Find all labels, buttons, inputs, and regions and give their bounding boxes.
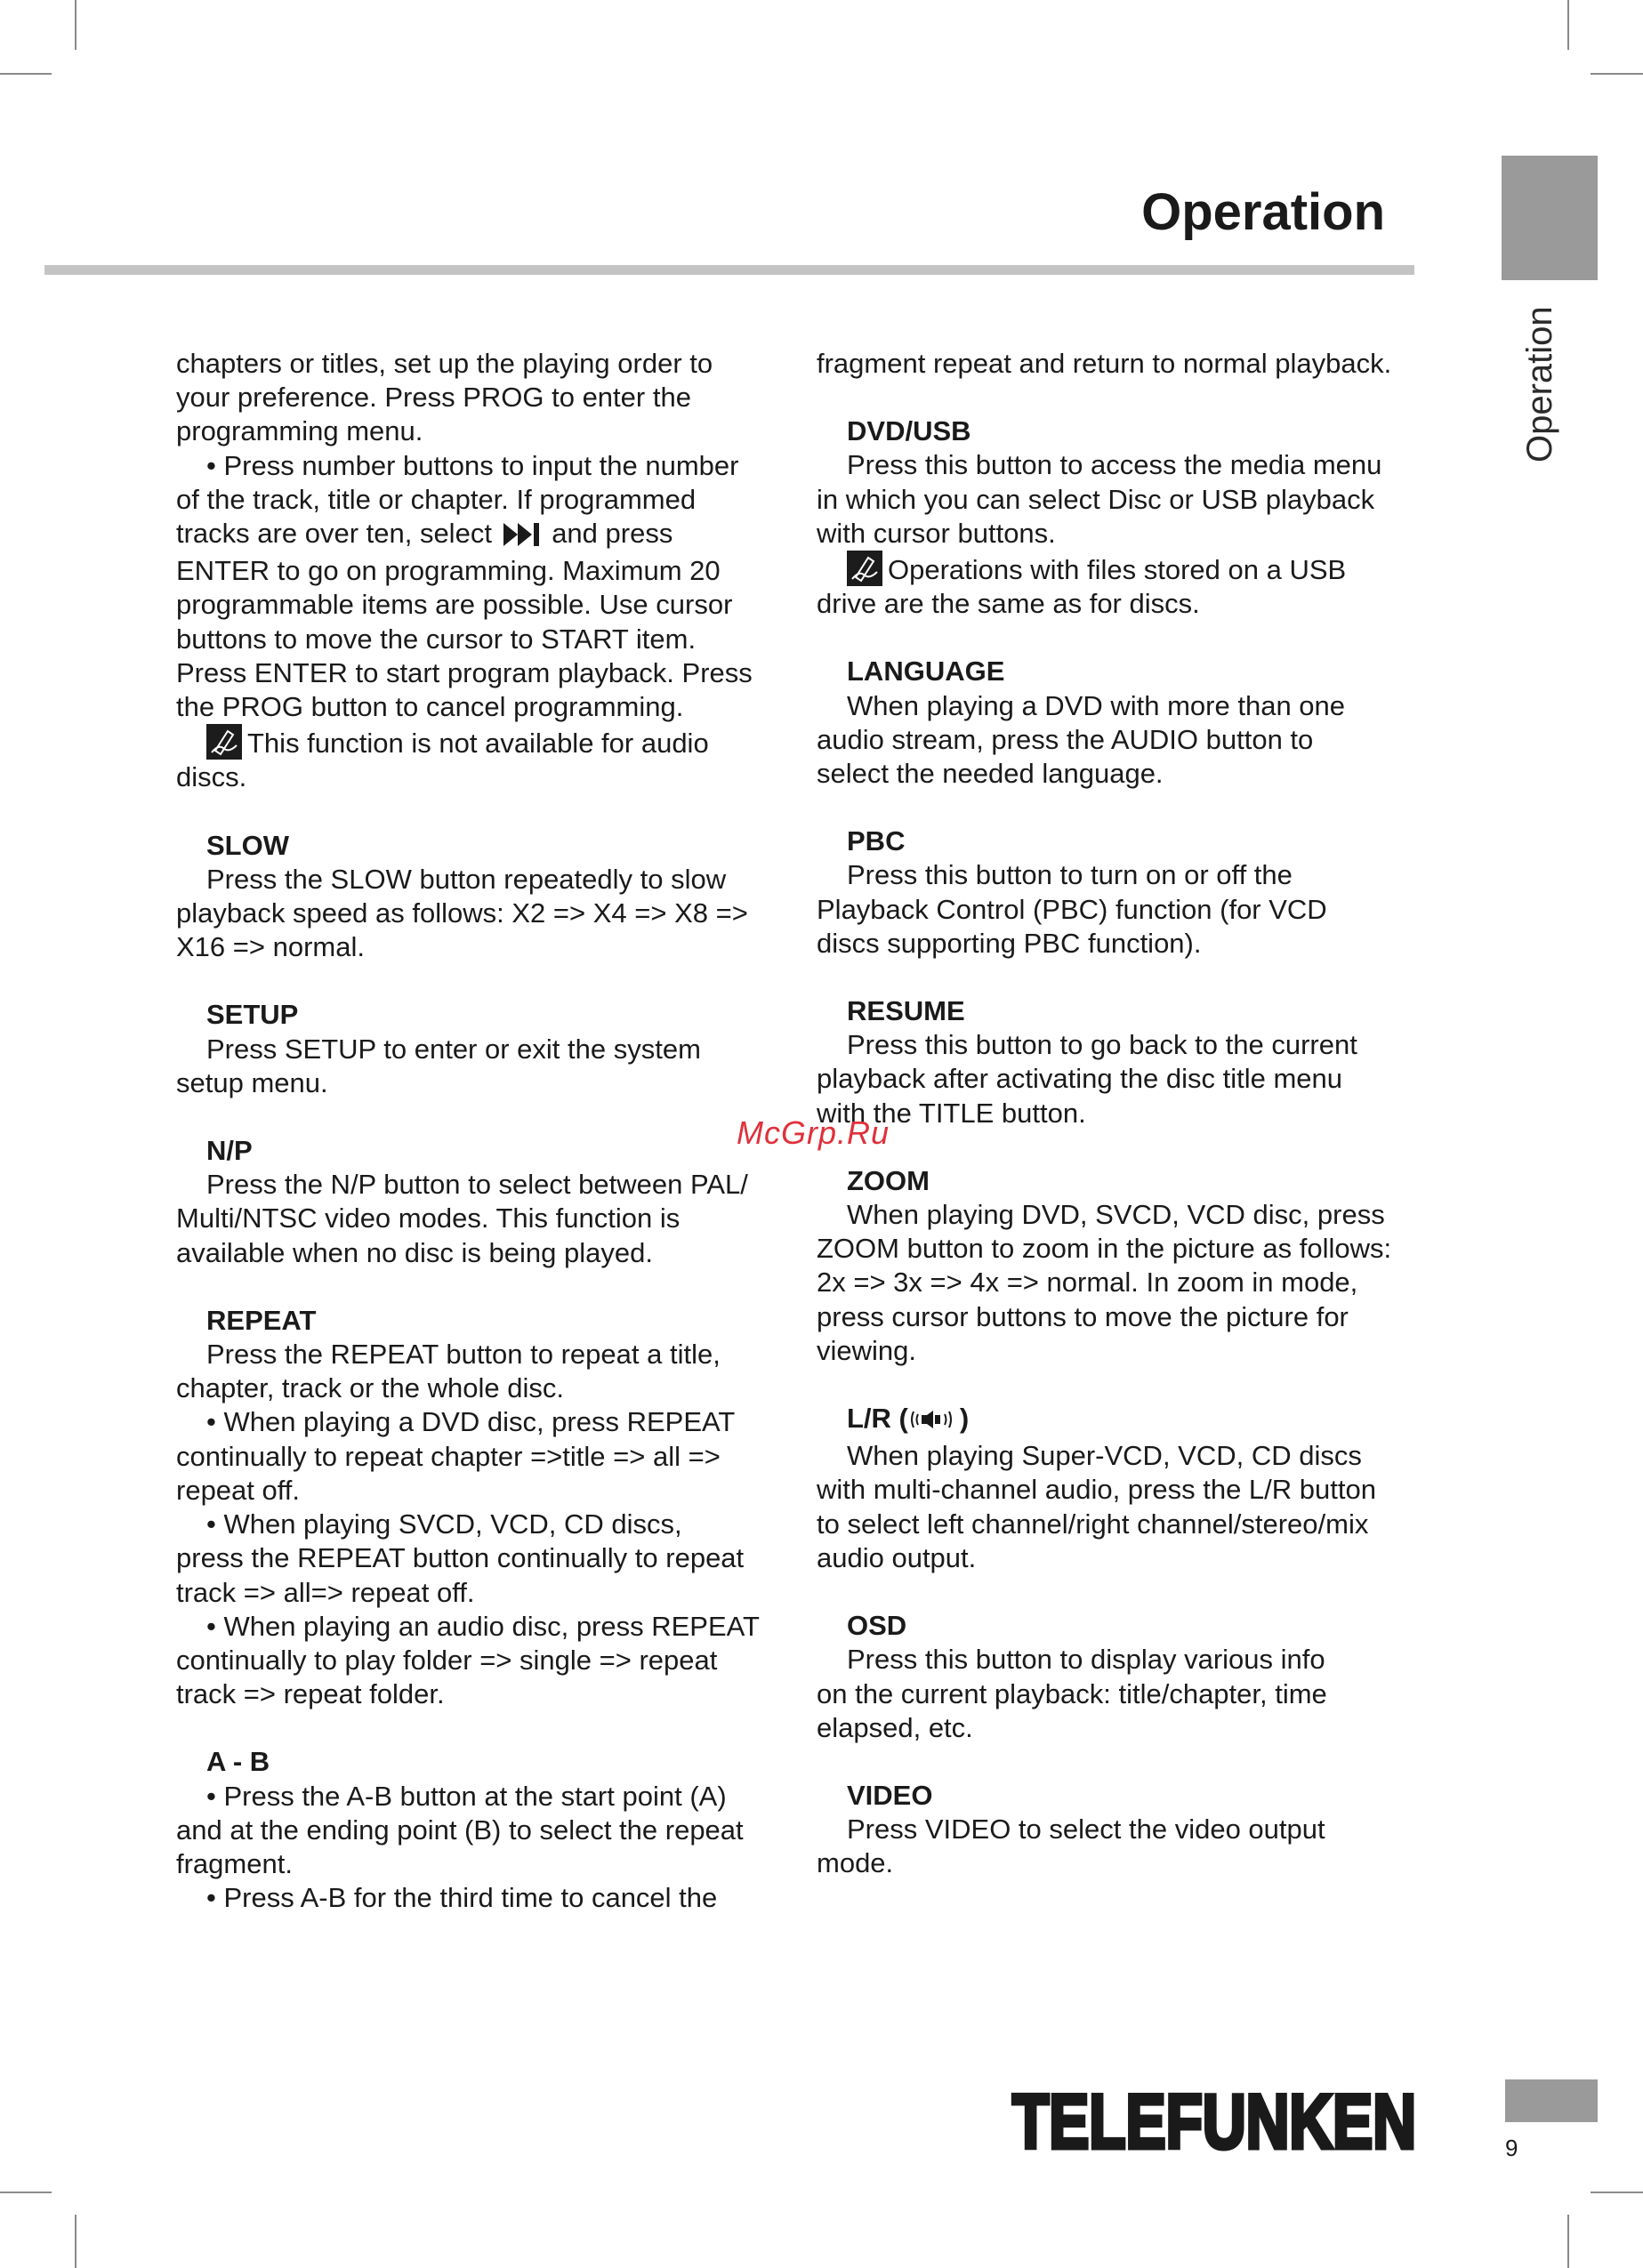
section-heading-resume: RESUME [847, 995, 965, 1027]
text-line: chapter, track or the whole disc. [176, 1372, 564, 1404]
section-heading-setup: SETUP [206, 999, 299, 1031]
text-line: ZOOM button to zoom in the picture as follows: [817, 1233, 1392, 1265]
bullet-item: • When playing a DVD disc, press REPEAT [206, 1406, 736, 1438]
text-line: audio stream, press the AUDIO button to [817, 723, 1314, 755]
side-section-label: Operation [1520, 306, 1559, 462]
section-heading-lr [817, 1402, 1422, 1439]
text-line: your preference. Press PROG to enter the [176, 382, 691, 414]
note-icon [847, 551, 882, 586]
text-line: Press ENTER to start program playback. Press [176, 656, 753, 688]
text-line: continually to repeat chapter =>title => all => [176, 1440, 721, 1472]
brand-name: TELEFUNKEN [1012, 2087, 1416, 2155]
crop-mark [75, 0, 77, 50]
text-fragment: tracks are over ten, select [176, 518, 492, 550]
text-line: Press this button to go back to the current [847, 1029, 1357, 1061]
text-line: Playback Control (PBC) function (for VCD [817, 893, 1327, 925]
text-line: buttons to move the cursor to START item. [176, 623, 697, 655]
text-line: programmable items are possible. Use cursor [176, 589, 733, 621]
bullet-item: • Press A-B for the third time to cancel the [206, 1882, 718, 1914]
text-line: of the track, title or chapter. If programmed [176, 483, 697, 515]
text-line: to select left channel/right channel/stereo/mix [817, 1508, 1369, 1540]
section-heading-slow: SLOW [206, 829, 289, 861]
note-text: This function is not available for audio [247, 728, 709, 760]
note-text: drive are the same as for discs. [817, 588, 1200, 620]
telefunken-logo [1010, 2087, 1419, 2159]
text-line: setup menu. [176, 1066, 328, 1098]
text-line [176, 517, 799, 554]
text-line: fragment. [176, 1847, 293, 1879]
text-line: X16 => normal. [176, 931, 365, 963]
heading-fragment: ) [959, 1403, 970, 1435]
text-line: press cursor buttons to move the picture for [817, 1300, 1349, 1332]
heading-fragment: L/R ( [847, 1403, 908, 1435]
text-line: When playing a DVD with more than one [847, 689, 1346, 721]
text-line: Press the SLOW button repeatedly to slow [206, 863, 727, 895]
text-line: 2x => 3x => 4x => normal. In zoom in mode, [817, 1267, 1358, 1299]
note-icon [206, 724, 242, 760]
note-text: Operations with files stored on a USB [888, 554, 1347, 586]
text-line: discs supporting PBC function). [817, 927, 1202, 959]
text-line: playback after activating the disc title menu [817, 1063, 1343, 1095]
section-tab [1502, 156, 1598, 280]
watermark: McGrp.Ru [737, 1114, 890, 1151]
text-line: Press the REPEAT button to repeat a title, [206, 1339, 721, 1371]
text-line: When playing Super-VCD, VCD, CD discs [847, 1440, 1362, 1472]
section-heading-pbc: PBC [847, 825, 906, 857]
text-line: Press VIDEO to select the video output [847, 1814, 1325, 1846]
text-line: chapters or titles, set up the playing order to [176, 348, 713, 379]
bullet-item: • Press the A-B button at the start point (A) [206, 1780, 727, 1812]
text-line: playback speed as follows: X2 => X4 => X8 => [176, 897, 748, 929]
bullet-item: • Press number buttons to input the number [206, 449, 739, 481]
text-line: with the TITLE button. [817, 1097, 1086, 1129]
text-line: repeat off. [176, 1474, 301, 1506]
text-line: continually to play folder => single => repeat [176, 1644, 718, 1676]
speaker-sound-icon [908, 1405, 960, 1439]
section-heading-osd: OSD [847, 1610, 907, 1642]
crop-mark [0, 73, 52, 75]
text-line: press the REPEAT button continually to repeat [176, 1542, 745, 1574]
crop-mark [1591, 2192, 1643, 2193]
text-line: available when no disc is being played. [176, 1236, 653, 1268]
left-column [176, 347, 799, 1915]
crop-mark [0, 2192, 52, 2193]
text-line: the PROG button to cancel programming. [176, 691, 684, 723]
crop-mark [1591, 73, 1643, 75]
section-heading-dvd-usb: DVD/USB [847, 415, 971, 447]
text-line: Press the N/P button to select between PAL/ [206, 1169, 748, 1201]
section-heading-language: LANGUAGE [847, 655, 1005, 688]
text-line: mode. [817, 1847, 894, 1879]
crop-mark [1567, 2215, 1569, 2268]
text-line: Multi/NTSC video modes. This function is [176, 1202, 681, 1235]
text-line: and at the ending point (B) to select the repeat [176, 1814, 744, 1846]
text-line: Press this button to display various info [847, 1644, 1325, 1676]
text-line: Press this button to access the media menu [847, 449, 1382, 481]
bullet-item: • When playing an audio disc, press REPEAT [206, 1610, 760, 1642]
section-heading-zoom: ZOOM [847, 1164, 930, 1196]
skip-next-icon [503, 520, 541, 554]
text-line: Press SETUP to enter or exit the system [206, 1033, 701, 1065]
page-title: Operation [1141, 183, 1385, 241]
text-line: elapsed, etc. [817, 1711, 973, 1743]
text-line: select the needed language. [817, 758, 1164, 790]
note-line [817, 551, 1422, 587]
text-line: track => all=> repeat off. [176, 1576, 475, 1608]
section-heading-np: N/P [206, 1135, 253, 1167]
title-divider [44, 265, 1414, 275]
text-line: audio output. [817, 1541, 977, 1573]
section-heading-video: VIDEO [847, 1779, 933, 1811]
text-line: programming menu. [176, 415, 423, 447]
right-column [817, 347, 1422, 1881]
text-fragment: and press [552, 518, 673, 550]
section-heading-repeat: REPEAT [206, 1304, 317, 1336]
page-number: 9 [1505, 2135, 1518, 2161]
bullet-item: • When playing SVCD, VCD, CD discs, [206, 1508, 682, 1540]
text-line: with cursor buttons. [817, 517, 1056, 549]
text-line: When playing DVD, SVCD, VCD disc, press [847, 1199, 1385, 1231]
crop-mark [1567, 0, 1569, 50]
text-line: fragment repeat and return to normal playback. [817, 348, 1392, 379]
text-line: on the current playback: title/chapter, time [817, 1677, 1327, 1709]
text-line: in which you can select Disc or USB playback [817, 483, 1375, 515]
text-line: ENTER to go on programming. Maximum 20 [176, 555, 721, 587]
section-heading-ab: A - B [206, 1746, 270, 1778]
crop-mark [75, 2215, 77, 2268]
text-line: track => repeat folder. [176, 1678, 445, 1710]
note-line [176, 724, 799, 760]
text-line: Press this button to turn on or off the [847, 859, 1293, 891]
note-text: discs. [176, 761, 247, 793]
text-line: viewing. [817, 1334, 916, 1366]
text-line: with multi-channel audio, press the L/R button [817, 1474, 1376, 1506]
page-tab [1505, 2079, 1598, 2122]
